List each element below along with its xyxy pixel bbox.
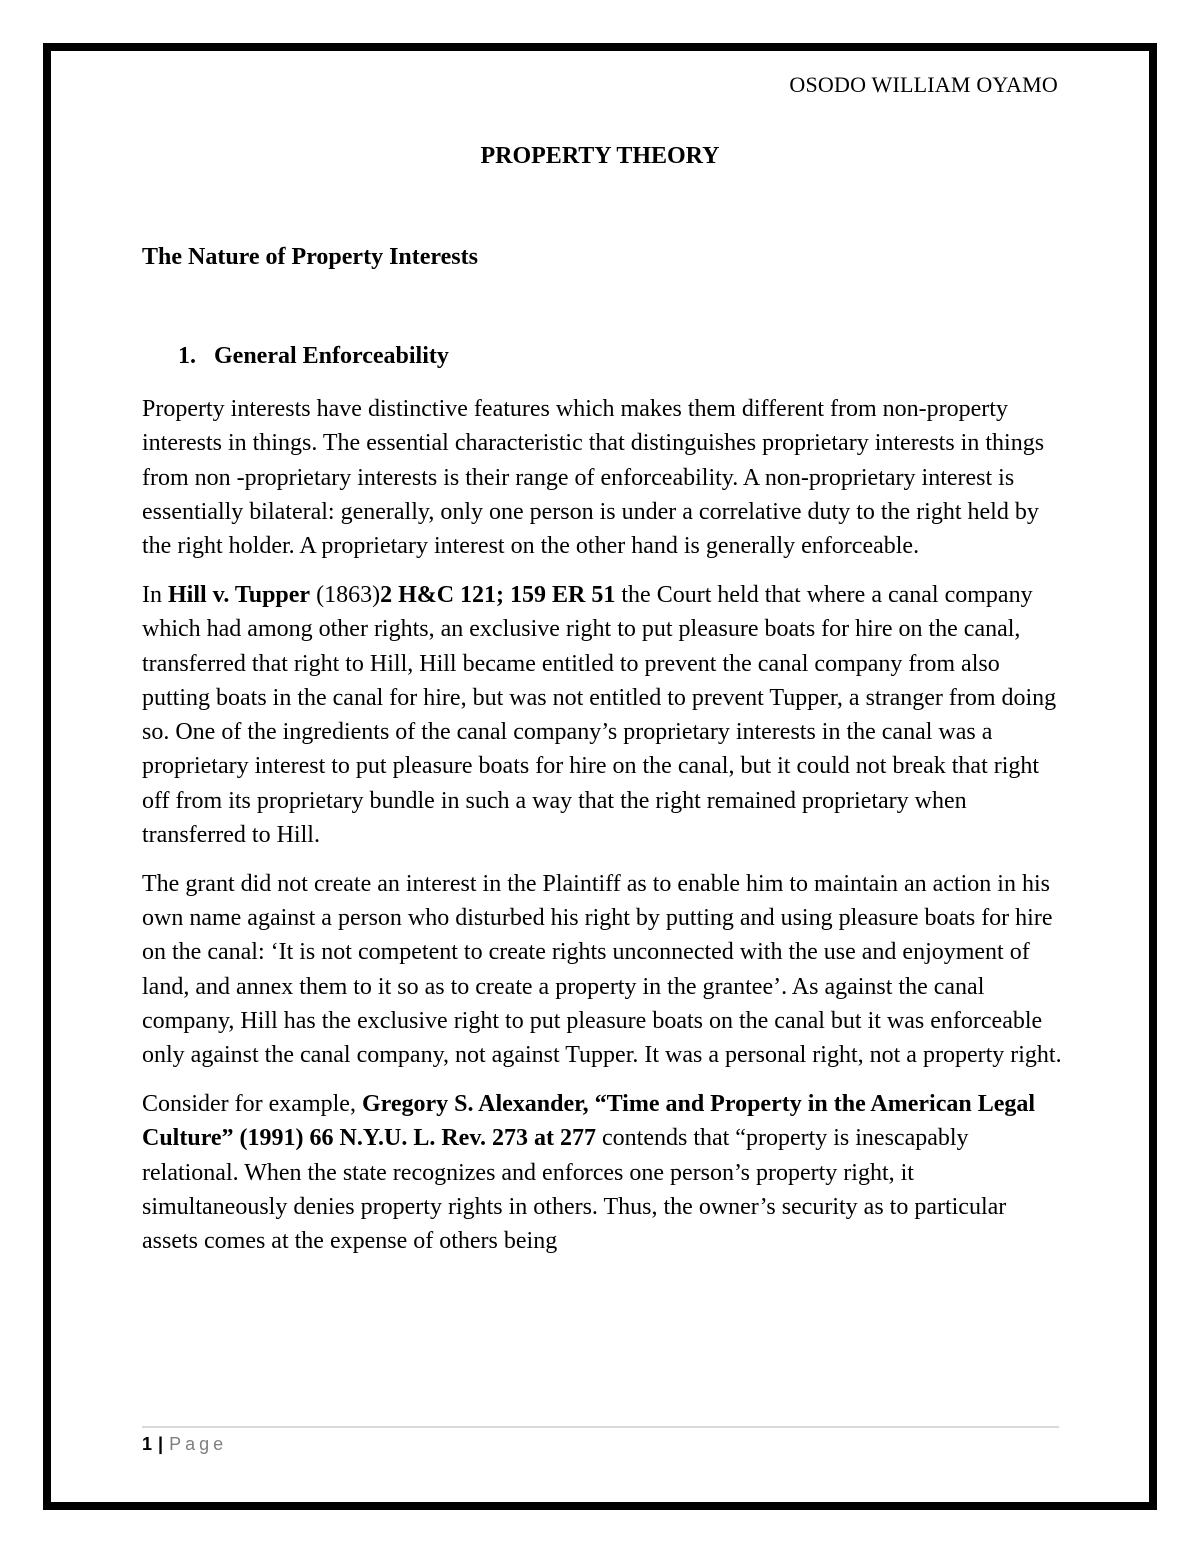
paragraph-text: Property interests have distinctive features which makes them different from non-property interests in things. The essential characteristic that distinguishes proprietary interests in things from non -proprietary interests is their range of enforceability. A non-proprietary interest is essentially bilateral: generally, only one person is under a correlative duty to the right held by the right holder. A proprietary interest on the other hand is generally enforceable. [142, 396, 1045, 560]
case-name: Hill v. Tupper [168, 581, 311, 608]
paragraph-alexander [142, 1087, 1062, 1258]
paragraph-text: Consider for example, [142, 1091, 362, 1118]
header-author: OSODO WILLIAM OYAMO [789, 72, 1058, 97]
page-label: Page [169, 1434, 228, 1454]
body-text [142, 392, 1062, 1273]
paragraph-text: the Court held that where a canal company which had among other rights, an exclusive right to put pleasure boats for hire on the canal, transferred that right to Hill, Hill became entitled to prevent the canal company from also putting boats in the canal for hire, but was not entitled to prevent Tupper, a stranger from doing so. One of the ingredients of the canal company’s proprietary interests in the canal was a proprietary interest to put pleasure boats for hire on the canal, but it could not break that right off from its proprietary bundle in such a way that the right remained proprietary when transferred to Hill. [142, 581, 1057, 849]
document-title: PROPERTY THEORY [480, 143, 720, 169]
list-number: 1. [178, 343, 196, 369]
footer-divider [142, 1426, 1059, 1428]
case-citation: 2 H&C 121; 159 ER 51 [380, 581, 616, 608]
paragraph-hill-v-tupper [142, 578, 1062, 852]
paragraph-text: (1863) [310, 581, 381, 608]
paragraph-text: contends that “property is inescapably relational. When the state recognizes and enforces one person’s property right, it simultaneously denies property rights in others. Thus, the owner’s security as to particular assets comes at the expense of others being [142, 1125, 1007, 1255]
numbered-sub-heading [178, 343, 449, 370]
sub-heading-text: General Enforceability [214, 343, 449, 369]
footer-separator: | [158, 1434, 164, 1454]
page-footer [142, 1434, 227, 1455]
page-number: 1 [142, 1434, 153, 1454]
paragraph-text: The grant did not create an interest in the Plaintiff as to enable him to maintain an action in his own name against a person who disturbed his right by putting and using pleasure boats for hire on the canal: ‘It is not competent to create rights unconnected with the use and enjoyment of land, and annex them to it so as to create a property in the grantee’. As against the canal company, Hill has the exclusive right to put pleasure boats on the canal but it was enforceable only against the canal company, not against Tupper. It was a personal right, not a property right. [142, 870, 1062, 1069]
paragraph-text: In [142, 581, 168, 608]
paragraph-grant [142, 867, 1062, 1073]
section-heading: The Nature of Property Interests [142, 244, 478, 270]
paragraph-enforceability [142, 392, 1062, 563]
article-citation: Gregory S. Alexander, “Time and Property in the American Legal Culture” (1991) 66 N.Y.U. L. Rev. 273 at 277 [142, 1091, 1036, 1152]
